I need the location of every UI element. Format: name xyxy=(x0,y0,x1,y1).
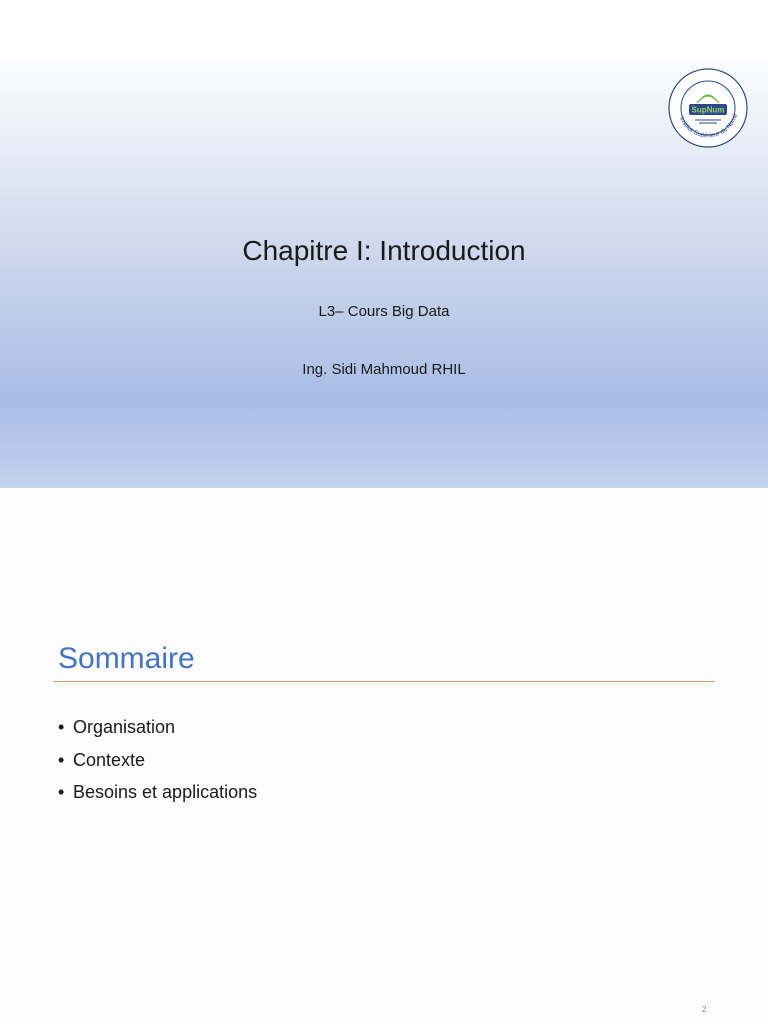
author-name: Ing. Sidi Mahmoud RHIL xyxy=(302,361,466,378)
svg-text:Institut Supérieur du Numériqu: Institut Supérieur du Numé xyxy=(678,112,740,140)
list-item xyxy=(58,779,257,812)
list-item xyxy=(58,747,257,780)
list-item-label: Besoins et applications xyxy=(73,782,258,802)
summary-slide xyxy=(0,489,768,1024)
summary-list xyxy=(58,714,257,812)
page-number: 2 xyxy=(702,1005,707,1014)
course-subtitle: L3– Cours Big Data xyxy=(318,303,450,320)
bullet-icon: • xyxy=(58,749,65,770)
supnum-logo xyxy=(667,67,749,149)
bullet-icon: • xyxy=(58,717,65,737)
svg-text:SupNum: SupNum xyxy=(691,105,725,115)
bullet-icon: • xyxy=(58,782,65,802)
list-item xyxy=(58,714,257,747)
heading-divider xyxy=(53,681,715,682)
title-slide xyxy=(0,55,768,488)
list-item-label: Organisation xyxy=(73,717,176,737)
summary-heading: Sommaire xyxy=(58,642,195,675)
slide-title: Chapitre I: Introduction xyxy=(242,235,526,266)
list-item-label: Contexte xyxy=(73,749,146,770)
